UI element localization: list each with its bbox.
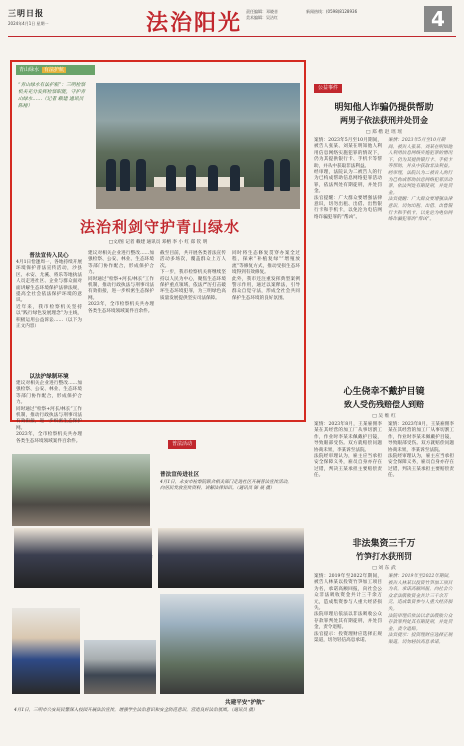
right-article-2-headline: 心生侥幸不戴护目镜 xyxy=(343,387,425,397)
right-article-1-subline: 两男子依法获刑并处罚金 xyxy=(340,115,428,125)
column-label: 青山绿水 xyxy=(19,67,40,73)
section-badge-activity: 普法活动 xyxy=(168,440,196,449)
photo-officer-woman xyxy=(12,608,80,694)
section-title: 法治阳光 xyxy=(146,10,243,36)
feature-col-1: 4月1日恰逢周一，各地持续开展环境保护普法宣传活动，沙县区、永安、尤溪、将乐等地执法人员走进社区、企业与群众面对面讲解生态环境保护法律法规，提高全社会依法保护环境的意识。 近年来，我市检察机关坚持以“践行绿色发展理念”为主线，积极运用公益诉讼……（以下为正文内容） xyxy=(16,260,82,330)
photo-officer-child xyxy=(84,640,156,694)
section-badge-public: 公益事件 xyxy=(314,84,342,93)
right-article-3-author: □ 刘 东 武 xyxy=(372,566,396,571)
feature-col-3: 截至目前，共开展各类普法宣传活动多场次，覆盖群众上万人次。 下一步，我市检察机关将继续坚持以人民为中心，聚焦生态环境保护重点领域，依法严厉打击破坏生态环境犯罪，为三明绿色高质量发展提供坚实司法保障。 xyxy=(160,251,226,301)
right-article-1-body-a: 案情：2023年5月至10月期间，被告人张某、刘某在明知他人利用信息网络实施犯罪的情况下，仍为其提供银行卡、手机卡等帮助，并从中获取非法利益。 经审理，法院认为二被告人的行为已构成帮助信息网络犯罪活动罪，依法判处有期徒刑，并处罚金。 法官提醒：广大群众要增强法律意识，切勿出租、出借、出售银行卡和手机卡，以免沦为电信网络诈骗犯罪的“帮凶”。 xyxy=(314,138,382,220)
feature-photo xyxy=(96,83,300,209)
page-number: 4 xyxy=(424,6,452,32)
header-rule xyxy=(8,36,456,37)
right-article-3-body-b: 案情：2019年至2022年期间，被告人林某以投资竹笋加工项目为名，承诺高额回报，向社会公众非法吸收资金共计三千余万元，造成集资参与人重大经济损失。 法院审理后依法以非法吸收公众存款罪判处其有期徒刑，并处罚金，责令退赔。 法官提示：投资理财应选择正规渠道，切勿轻信高息承诺。 xyxy=(388,574,453,645)
newspaper-logo: 三明日报 xyxy=(8,8,44,18)
caption-4: 4月1日，三明市公安局民警深入校园开展法治宣传，增强学生法治意识和安全防范意识，营造良好法治氛围。（通讯员 摄） xyxy=(14,708,258,713)
caption-1: 4月1日，永安市检察院联合相关部门走进社区开展普法宣传活动，向居民发放宣传资料，讲解法律知识。（通讯员 陈 晨 摄） xyxy=(160,480,292,492)
caption-4-title: 共建平安“护航” xyxy=(225,700,265,706)
right-article-2-subline: 致人受伤残赔偿人到赔 xyxy=(344,399,424,409)
column-tag: 有法护航 xyxy=(44,67,65,73)
right-article-3-subline: 竹笋打水获刑罚 xyxy=(356,551,412,561)
subhead-2: 以法护绿制环境 xyxy=(29,374,69,380)
issue-date: 2024年4月1日 星期一 xyxy=(8,21,49,26)
feature-headline: 法治利剑守护青山绿水 xyxy=(79,218,240,236)
right-article-3-body-a: 案情：2019年至2022年期间，被告人林某以投资竹笋加工项目为名，承诺高额回报，向社会公众非法吸收资金共计三千余万元，造成集资参与人重大经济损失。 法院审理后依法以非法吸收公众存款罪判处其有期徒刑，并处罚金，责令退赔。 法官提示：投资理财应选择正规渠道，切勿轻信高息承诺。 xyxy=(314,574,382,644)
photo-traffic-police xyxy=(160,594,304,694)
feature-col-1b: 建议对相关企业进行整改……加强检察、公安、林业、生态环境等部门协作配合，形成保护合力。 同时通过“检察+河长/林长”工作机制，推动行政执法与刑事司法有效衔接，进一步织密生态保护网。 2023年，全市检察机关共办理各类生态环境领域案件百余件。 xyxy=(16,381,82,444)
right-article-1-body-b: 案情：2023年5月至10月期间，被告人张某、刘某在明知他人利用信息网络实施犯罪的情况下，仍为其提供银行卡、手机卡等帮助，并从中获取非法利益。 经审理，法院认为二被告人的行为已构成帮助信息网络犯罪活动罪，依法判处有期徒刑，并处罚金。 法官提醒：广大群众要增强法律意识，切勿出租、出借、出售银行卡和手机卡，以免沦为电信网络诈骗犯罪的“帮凶”。 xyxy=(388,138,453,223)
photo-volunteer xyxy=(158,528,304,588)
column-badge xyxy=(16,65,95,75)
feature-col-2: 建议对相关企业进行整改……加强检察、公安、林业、生态环境等部门协作配合，形成保护合力。 同时通过“检察+河长/林长”工作机制，推动行政执法与刑事司法有效衔接，进一步织密生态保护网。 2023年，全市检察机关共办理各类生态环境领域案件百余件。 xyxy=(88,251,154,314)
photo-rural-visit xyxy=(14,528,152,588)
feature-col-4: 同时将生态修复贯穿办案全过程，探索“补植复绿”“增殖放流”等修复方式，推动受损生态环境得到有效修复。 此外，我市还注重发挥典型案例警示作用，通过以案释法，引导群众自觉守法，形成全社会共同保护生态环境的良好氛围。 xyxy=(232,251,300,301)
subhead-1: 普法宣传入民心 xyxy=(29,253,69,259)
contact-info: 新闻热线：(0598)8128936 xyxy=(306,9,358,14)
feature-lead: “青山绿水有法护航”：三明检察机关充分发挥检察职能，守护青山绿水……（记者 赖建 通讯员 陈榕） xyxy=(18,83,86,109)
right-article-1-author: □ 郑 楷 赵 瑶 瑶 xyxy=(365,130,403,135)
right-article-3-headline: 非法集资三千万 xyxy=(352,539,416,549)
caption-1-title: 普法宣传进社区 xyxy=(160,472,200,478)
editor-credits: 责任编辑：邓晓音 美术编辑：吴洁红 xyxy=(246,9,278,20)
right-article-1-headline: 明知他人诈骗仍提供帮助 xyxy=(334,103,434,113)
feature-byline: □文/图 记者 赖建 通讯员 邓榕 李 小 红 郑 钦 明 xyxy=(108,240,208,245)
right-article-2-body-b: 案情：2023年8月，王某雇佣李某在其经营的加工厂从事切割工作，作业时李某未佩戴护目镜，导致眼部受伤。双方就赔偿问题协商未果，李某诉至法院。 法院经审理认为，雇主应当承担安全保障义务，雇员自身亦存在过错，判决王某承担主要赔偿责任。 xyxy=(388,422,454,479)
right-article-2-body-a: 案情：2023年8月，王某雇佣李某在其经营的加工厂从事切割工作，作业时李某未佩戴护目镜，导致眼部受伤。双方就赔偿问题协商未果，李某诉至法院。 法院经审理认为，雇主应当承担安全保障义务，雇员自身亦存在过错，判决王某承担主要赔偿责任。 xyxy=(314,422,382,479)
right-article-2-author: □ 吴 维 红 xyxy=(372,414,396,419)
photo-community xyxy=(12,454,150,526)
